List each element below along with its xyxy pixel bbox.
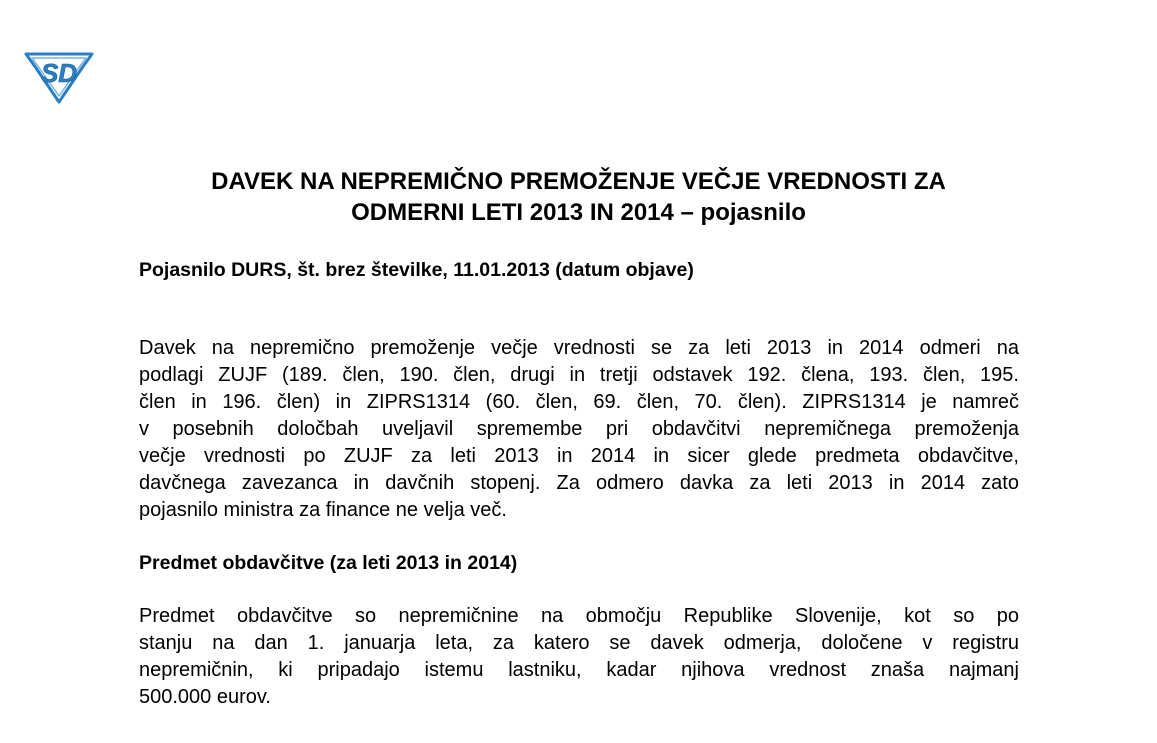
- paragraph-line: večje vrednosti po ZUJF za leti 2013 in 2014 in sicer glede predmeta obdavčitve,: [139, 445, 1019, 467]
- paragraph-line: v posebnih določbah uveljavil spremembe pri obdavčitvi nepremičnega premoženja: [139, 418, 1019, 440]
- paragraph-line: 500.000 eurov.: [139, 686, 271, 708]
- logo-letters: SD: [40, 58, 78, 88]
- paragraph-line: Predmet obdavčitve so nepremičnine na območju Republike Slovenije, kot so po: [139, 605, 1019, 627]
- paragraph-line: davčnega zavezanca in davčnih stopenj. Za odmero davka za leti 2013 in 2014 zato: [139, 472, 1019, 494]
- paragraph-line: stanju na dan 1. januarja leta, za katero se davek odmerja, določene v registru: [139, 632, 1019, 654]
- title-line-2: ODMERNI LETI 2013 IN 2014 – pojasnilo: [351, 199, 806, 226]
- paragraph-line: nepremičnin, ki pripadajo istemu lastniku, kadar njihova vrednost znaša najmanj: [139, 659, 1019, 681]
- paragraph-line: člen in 196. člen) in ZIPRS1314 (60. člen, 69. člen, 70. člen). ZIPRS1314 je namreč: [139, 391, 1019, 413]
- document-title: [120, 166, 1037, 228]
- sd-logo-icon: [22, 48, 96, 104]
- logo: [22, 48, 96, 104]
- document-subtitle: Pojasnilo DURS, št. brez številke, 11.01.2013 (datum objave): [139, 259, 694, 281]
- paragraph-line: pojasnilo ministra za finance ne velja več.: [139, 499, 507, 521]
- paragraph-line: Davek na nepremično premoženje večje vrednosti se za leti 2013 in 2014 odmeri na: [139, 337, 1019, 359]
- section-heading: Predmet obdavčitve (za leti 2013 in 2014): [139, 552, 518, 574]
- paragraph-line: podlagi ZUJF (189. člen, 190. člen, drugi in tretji odstavek 192. člena, 193. člen, 195.: [139, 364, 1019, 386]
- paragraph-subject: [139, 603, 1019, 711]
- title-line-1: DAVEK NA NEPREMIČNO PREMOŽENJE VEČJE VREDNOSTI ZA: [211, 168, 946, 195]
- paragraph-intro: [139, 335, 1019, 524]
